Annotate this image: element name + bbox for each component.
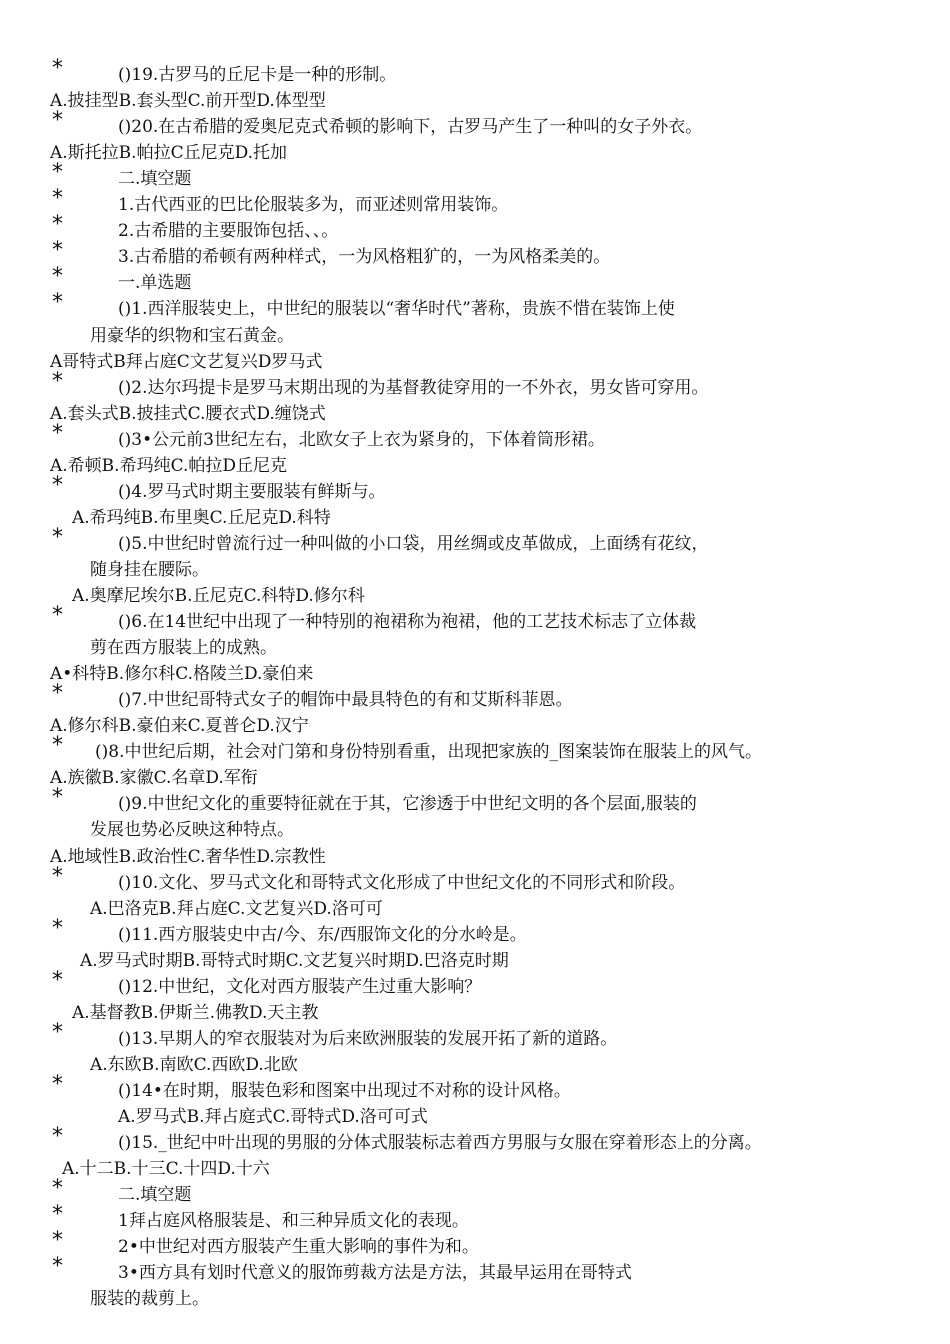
bullet-asterisk-icon: * [52,186,63,212]
document-line [0,108,950,140]
document-line [0,1176,950,1208]
line-text: ()12.中世纪，文化对西方服装产生过重大影响？ [118,976,482,997]
line-text: 2•中世纪对西方服装产生重大影响的事件为和。 [118,1237,479,1258]
document-line [0,863,950,896]
document-line [0,1156,950,1182]
line-text: ()13.早期人的窄衣服装对为后来欧洲服装的发展开拓了新的道路。 [118,1028,618,1049]
bullet-asterisk-icon: * [52,524,63,550]
document-line [0,264,950,296]
line-text: ()6.在14世纪中出现了一种特别的袍裙称为袍裙，他的工艺技术标志了立体裁 [118,612,697,633]
line-text: 2.古希腊的主要服饰包括、、。 [118,221,339,242]
line-text: ()15._世纪中叶出现的男服的分体式服装标志着西方男服与女服在穿着形态上的分离。 [118,1133,762,1154]
document-line [0,1228,950,1260]
bullet-asterisk-icon: * [52,785,63,811]
document-line [0,896,950,922]
line-text: 3.古希腊的希顿有两种样式，一为风格粗犷的，一为风格柔美的。 [118,247,611,268]
line-text: A.族徽B.家徽C.名章D.军衔 [50,768,258,789]
line-text: ()9.中世纪文化的重要特征就在于其，它渗透于中世纪文明的各个层面,服装的 [118,794,697,815]
line-text: 1拜占庭风格服装是、和三种异质文化的表现。 [118,1211,469,1232]
line-text: 二.填空题 [118,1185,192,1206]
document-line [0,817,950,843]
document-line [0,1286,950,1312]
bullet-asterisk-icon: * [52,1254,63,1280]
line-text: ()4.罗马式时期主要服装有鲜斯与。 [118,481,386,502]
line-text: ()3•公元前3世纪左右，北欧女子上衣为紧身的，下体着筒形裙。 [118,429,605,450]
document-line [0,349,950,375]
bullet-asterisk-icon: * [52,1202,63,1228]
line-text: ()1.西洋服装史上，中世纪的服装以“奢华时代”著称，贵族不惜在装饰上使 [118,299,675,320]
line-text: 发展也势必反映这种特点。 [90,820,294,841]
bullet-asterisk-icon: * [52,212,63,238]
bullet-asterisk-icon: * [52,472,63,498]
document-line [0,733,950,765]
document-line [0,765,950,791]
document-line [0,844,950,870]
line-text: A.基督教B.伊斯兰.佛教D.天主教 [72,1002,319,1023]
line-text: A.披挂型B.套头型C.前开型D.体型型 [50,91,326,112]
document-line [0,785,950,817]
line-text: ()5.中世纪时曾流行过一种叫做的小口袋，用丝绸或皮革做成，上面绣有花纹， [118,533,709,554]
document-line [0,661,950,687]
document-line [0,967,950,1000]
bullet-asterisk-icon: * [52,1071,63,1097]
document-line [0,186,950,218]
line-text: ()19.古罗马的丘尼卡是一种的形制。 [118,65,397,85]
document-line [0,505,950,531]
line-text: A.罗马式时期B.哥特式时期C.文艺复兴时期D.巴洛克时期 [80,950,509,971]
line-text: A.十二B.十三C.十四D.十六 [62,1159,270,1180]
bullet-asterisk-icon: * [52,681,63,707]
line-text: A.希玛纯B.布里奥C.丘尼克D.科特 [72,507,331,528]
line-text: ()14•在时期，服装色彩和图案中出现过不对称的设计风格。 [118,1080,571,1101]
document-line [0,1000,950,1026]
line-text: 1.古代西亚的巴比伦服装多为，而亚述则常用装饰。 [118,195,509,216]
line-text: ()11.西方服装史中古/今、东/西服饰文化的分水岭是。 [118,924,527,945]
document-line [0,401,950,427]
bullet-asterisk-icon: * [52,160,63,186]
bullet-asterisk-icon: * [52,420,63,446]
document-line [0,368,950,401]
document-line [0,1104,950,1130]
line-text: 3•西方具有划时代意义的服饰剪裁方法是方法，其最早运用在哥特式 [118,1263,632,1284]
document-line [0,1124,950,1156]
bullet-asterisk-icon: * [52,733,63,759]
document-line [0,212,950,244]
document-line [0,453,950,479]
line-text: A•科特B.修尔科C.格陵兰D.豪伯来 [50,664,314,685]
bullet-asterisk-icon: * [52,56,63,81]
document-line [0,948,950,974]
line-text: ()20.在古希腊的爱奥尼克式希顿的影响下，古罗马产生了一种叫的女子外衣。 [118,117,703,138]
document-line [0,681,950,713]
bullet-asterisk-icon: * [52,108,63,134]
line-text: ()2.达尔玛提卡是罗马末期出现的为基督教徒穿用的一不外衣，男女皆可穿用。 [118,377,709,398]
document-line [0,420,950,453]
document-line [0,524,950,557]
document-line [0,1071,950,1104]
line-text: 一.单选题 [118,273,192,294]
line-text: 服装的裁剪上。 [90,1289,209,1310]
document-line [0,56,950,88]
line-text: A.奥摩尼埃尔B.丘尼克C.科特D.修尔科 [72,586,365,606]
bullet-asterisk-icon: * [52,238,63,264]
line-text: A.斯托拉B.帕拉C丘尼克D.托加 [50,143,288,164]
line-text: ()8.中世纪后期，社会对门第和身份特别看重，出现把家族的_图案装饰在服装上的风气。 [95,742,762,763]
bullet-asterisk-icon: * [52,603,63,629]
line-text: A.修尔科B.豪伯来C.夏普仑D.汉宁 [50,716,309,737]
document-line [0,160,950,192]
bullet-asterisk-icon: * [52,915,63,941]
bullet-asterisk-icon: * [52,1176,63,1202]
line-text: A.东欧B.南欧C.西欧D.北欧 [90,1054,298,1075]
document-line [0,1052,950,1078]
line-text: A.希顿B.希玛纯C.帕拉D丘尼克 [50,455,288,476]
document-line [0,88,950,114]
line-text: 二.填空题 [118,169,192,190]
bullet-asterisk-icon: * [52,1228,63,1254]
document-line [0,583,950,609]
bullet-asterisk-icon: * [52,1019,63,1045]
line-text: A哥特式B拜占庭C文艺复兴D罗马式 [50,351,323,372]
document-line [0,140,950,166]
line-text: A.套头式B.披挂式C.腰衣式D.缠饶式 [50,403,326,424]
bullet-asterisk-icon: * [52,264,63,290]
document-line [0,1019,950,1052]
line-text: 随身挂在腰际。 [90,559,209,580]
document-line [0,238,950,270]
document-line [0,1202,950,1234]
document-line [0,290,950,322]
document-line [0,635,950,661]
line-text: A.地域性B.政治性C.奢华性D.宗教性 [50,846,326,867]
document-line [0,323,950,349]
bullet-asterisk-icon: * [52,1124,63,1150]
document-line [0,557,950,583]
line-text: ()10.文化、罗马式文化和哥特式文化形成了中世纪文化的不同形式和阶段。 [118,872,686,893]
document-line [0,713,950,739]
document-line [0,915,950,948]
document-line [0,472,950,505]
line-text: 用豪华的织物和宝石黄金。 [90,325,294,346]
document-line [0,603,950,635]
line-text: A.罗马式B.拜占庭式C.哥特式D.洛可可式 [118,1107,428,1127]
line-text: ()7.中世纪哥特式女子的帽饰中最具特色的有和艾斯科菲恩。 [118,690,573,711]
document-line [0,1254,950,1286]
bullet-asterisk-icon: * [52,863,63,889]
bullet-asterisk-icon: * [52,290,63,316]
line-text: A.巴洛克B.拜占庭C.文艺复兴D.洛可可 [90,898,383,919]
bullet-asterisk-icon: * [52,967,63,993]
bullet-asterisk-icon: * [52,368,63,394]
line-text: 剪在西方服装上的成熟。 [90,638,277,659]
